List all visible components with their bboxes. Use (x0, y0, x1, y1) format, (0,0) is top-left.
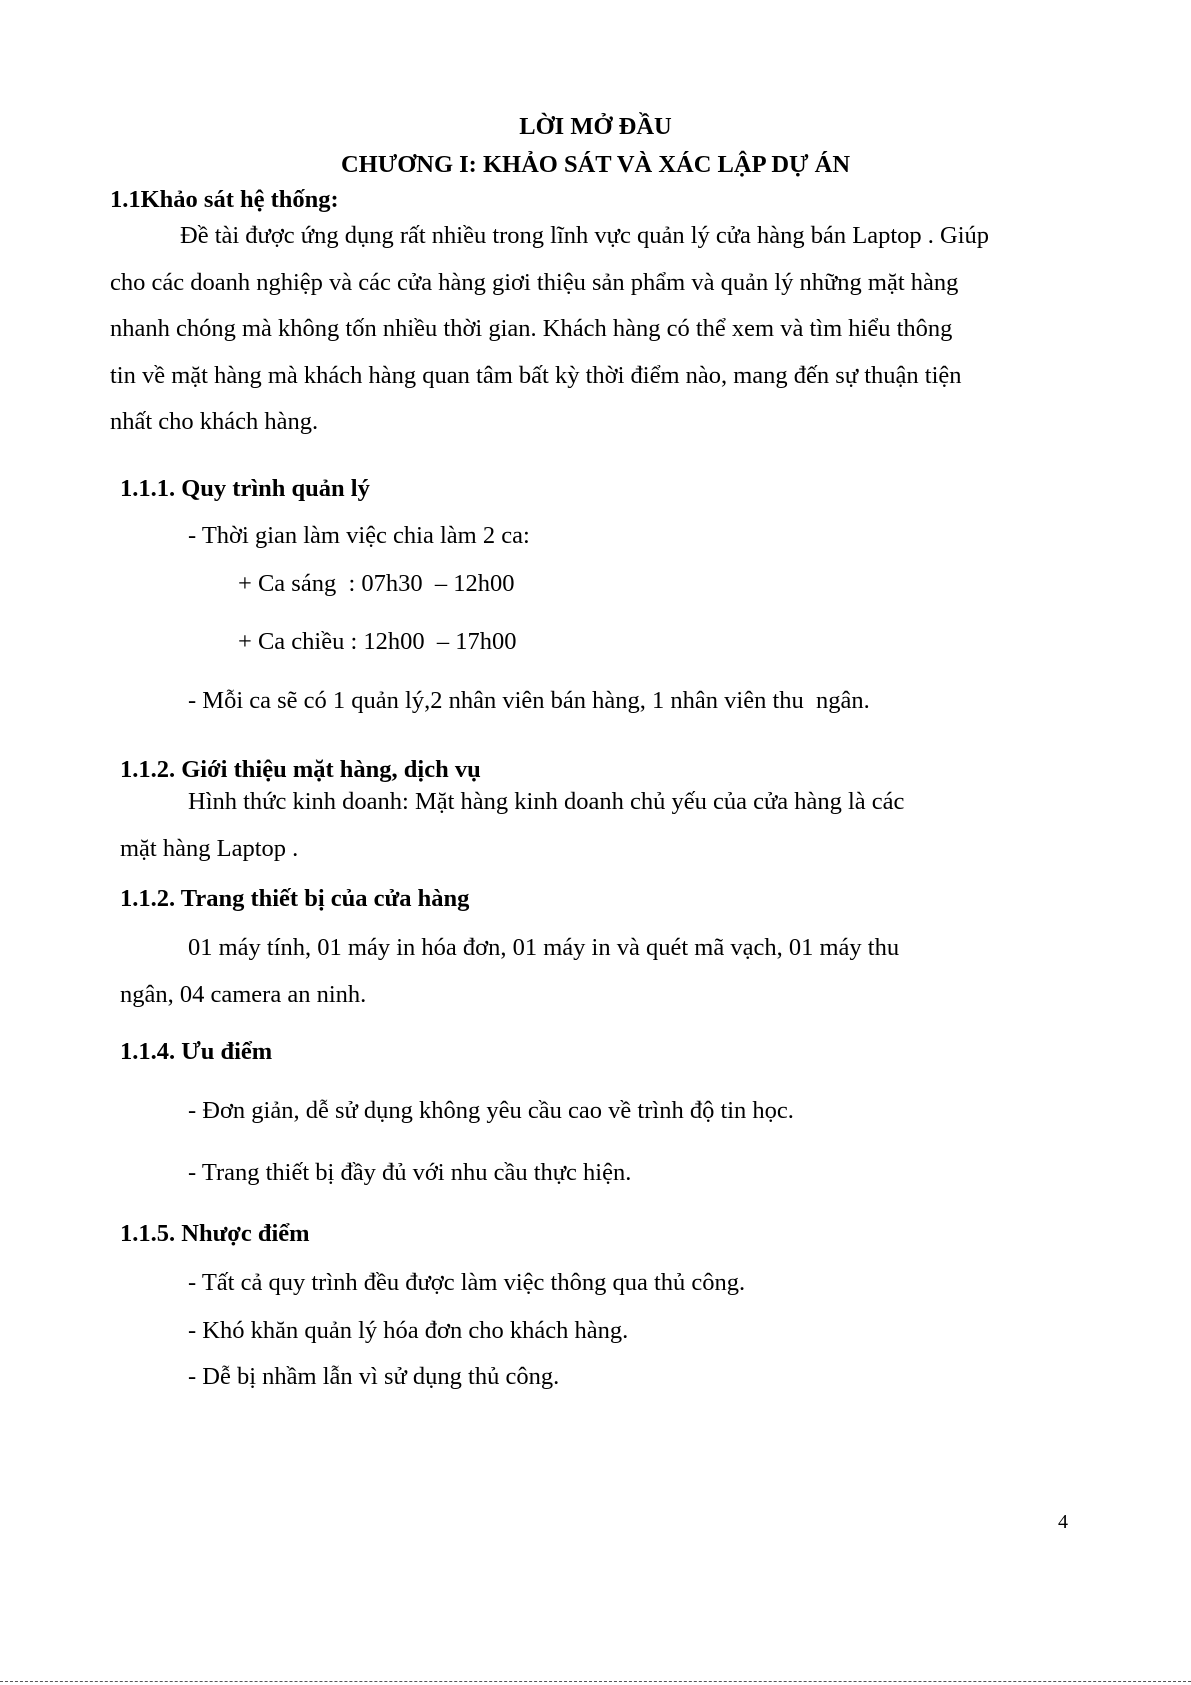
paragraph-line: ngân, 04 camera an ninh. (120, 981, 367, 1008)
paragraph-line: tin về mặt hàng mà khách hàng quan tâm bất kỳ thời điểm nào, mang đến sự thuận tiện (110, 362, 962, 389)
chapter-title: CHƯƠNG I: KHẢO SÁT VÀ XÁC LẬP DỰ ÁN (340, 151, 851, 178)
page-number: 4 (1058, 1511, 1068, 1533)
section-heading-1-1-2a: 1.1.2. Giới thiệu mặt hàng, dịch vụ (120, 756, 481, 783)
section-heading-1-1-1: 1.1.1. Quy trình quản lý (120, 475, 370, 502)
paragraph-line: 01 máy tính, 01 máy in hóa đơn, 01 máy in và quét mã vạch, 01 máy thu (188, 934, 900, 961)
page-bottom-divider (0, 1681, 1191, 1683)
paragraph-line: Hình thức kinh doanh: Mặt hàng kinh doanh chủ yếu của cửa hàng là các (188, 788, 905, 815)
section-heading-1-1-2b: 1.1.2. Trang thiết bị của cửa hàng (120, 885, 470, 912)
list-item: - Đơn giản, dễ sử dụng không yêu cầu cao về trình độ tin học. (188, 1097, 794, 1124)
list-item: - Trang thiết bị đầy đủ với nhu cầu thực hiện. (188, 1159, 632, 1186)
list-item: + Ca chiều : 12h00 – 17h00 (238, 628, 517, 655)
list-item: - Dễ bị nhầm lẫn vì sử dụng thủ công. (188, 1363, 560, 1390)
paragraph-line: cho các doanh nghiệp và các cửa hàng giơi thiệu sản phẩm và quản lý những mặt hàng (110, 269, 959, 296)
page-title: LỜI MỞ ĐẦU (519, 113, 672, 140)
list-item: - Khó khăn quản lý hóa đơn cho khách hàng. (188, 1317, 629, 1344)
list-item: + Ca sáng : 07h30 – 12h00 (238, 570, 515, 597)
section-heading-1-1-4: 1.1.4. Ưu điểm (120, 1038, 273, 1065)
paragraph-line: mặt hàng Laptop . (120, 835, 299, 862)
list-item: - Mỗi ca sẽ có 1 quản lý,2 nhân viên bán hàng, 1 nhân viên thu ngân. (188, 687, 870, 714)
section-heading-1-1-5: 1.1.5. Nhược điểm (120, 1220, 310, 1247)
list-item: - Tất cả quy trình đều được làm việc thông qua thủ công. (188, 1269, 746, 1296)
paragraph-line: nhanh chóng mà không tốn nhiều thời gian. Khách hàng có thể xem và tìm hiểu thông (110, 315, 953, 342)
section-heading-1-1: 1.1Khảo sát hệ thống: (110, 186, 339, 213)
paragraph-line: nhất cho khách hàng. (110, 408, 319, 435)
list-item: - Thời gian làm việc chia làm 2 ca: (188, 522, 530, 549)
paragraph-line: Đề tài được ứng dụng rất nhiều trong lĩnh vực quản lý cửa hàng bán Laptop . Giúp (180, 222, 990, 249)
